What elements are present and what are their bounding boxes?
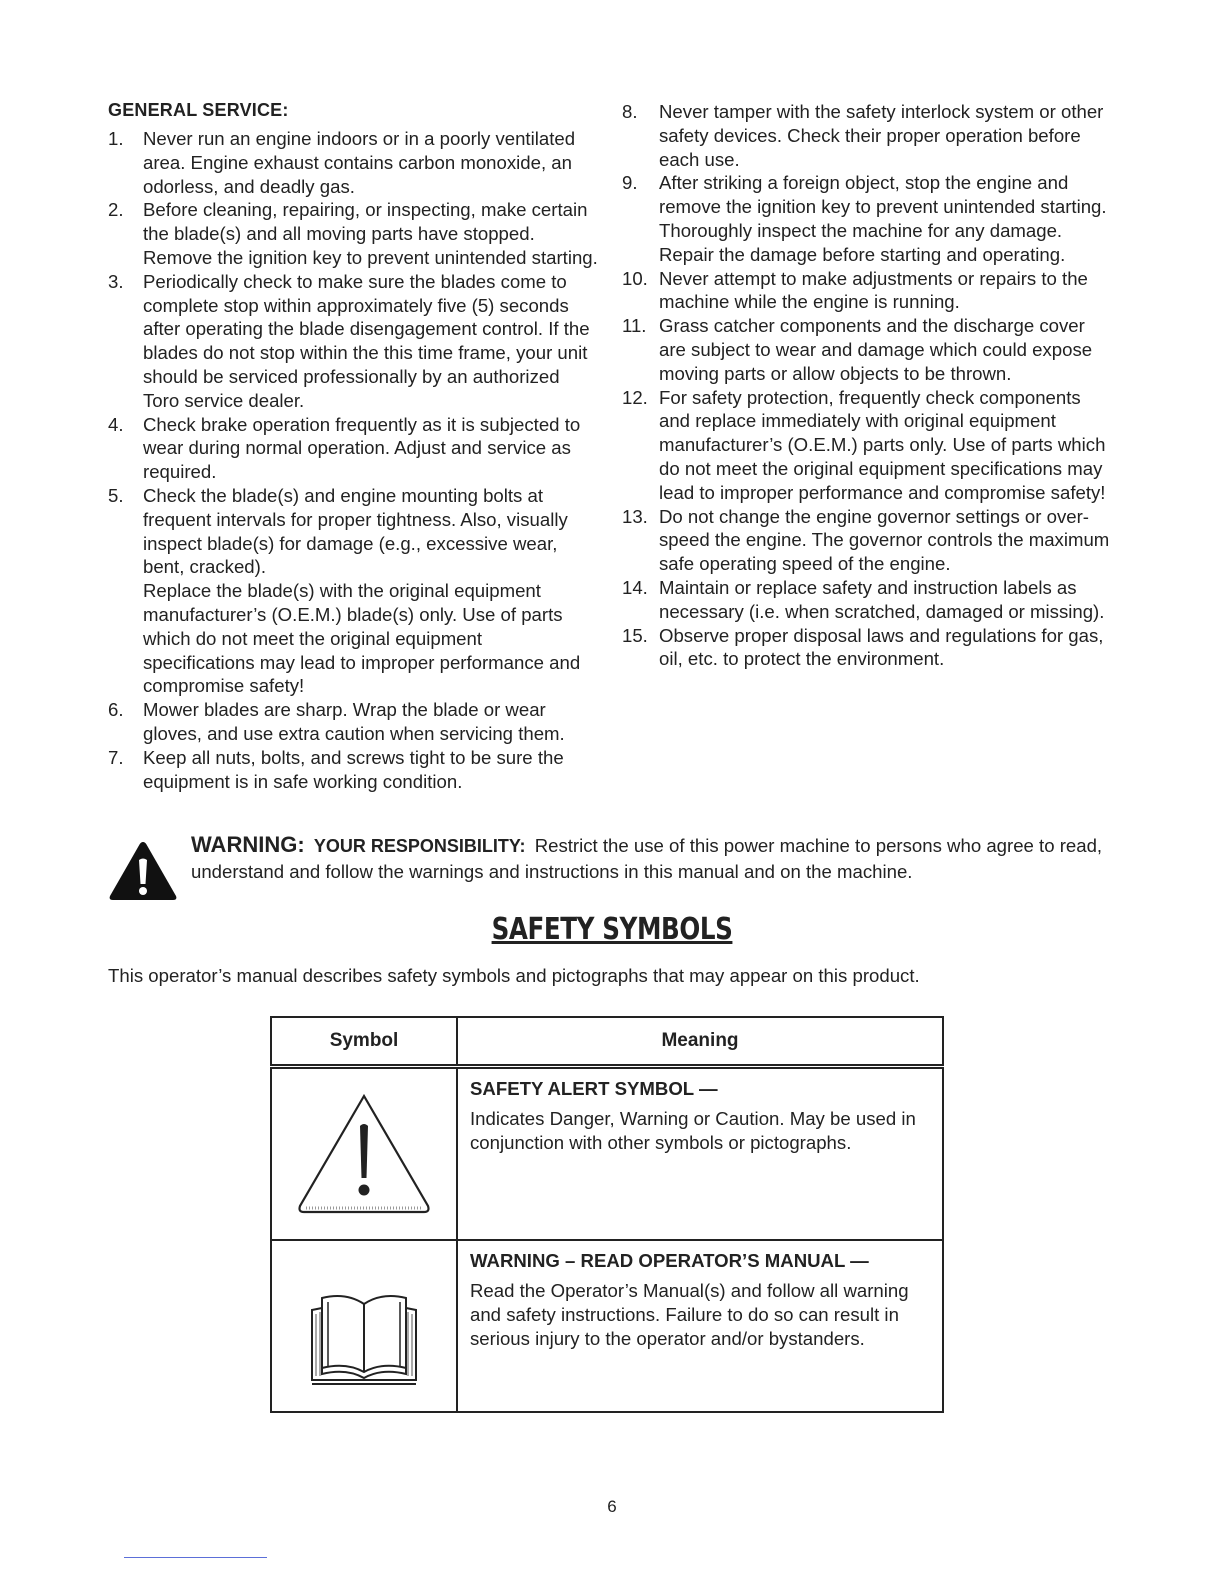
meaning-description: Indicates Danger, Warning or Caution. May be used in conjunction with other symbols or pictographs. <box>470 1108 916 1153</box>
list-item: 15. Observe proper disposal laws and regulations for gas, oil, etc. to protect the environment. <box>622 624 1104 670</box>
meaning-cell <box>457 1240 943 1412</box>
list-item: 9. After striking a foreign object, stop the engine and remove the ignition key to prevent unintended starting. Thoroughly inspect the machine for any damage. Repair the damage before starting and operating. <box>622 172 1107 265</box>
general-service-heading: GENERAL SERVICE: <box>108 100 289 120</box>
list-item: 12. For safety protection, frequently check components and replace immediately with original equipment manufacturer’s (O.E.M.) parts only. Use of parts which do not meet the original equipment specifications may lead to improper performance and compromise safety! <box>622 386 1106 503</box>
left-column <box>108 100 598 793</box>
meaning-cell <box>457 1067 943 1241</box>
list-item: 7. Keep all nuts, bolts, and screws tight to be sure the equipment is in safe working condition. <box>108 746 564 792</box>
open-book-icon <box>294 1282 434 1392</box>
list-item: 13. Do not change the engine governor settings or over-speed the engine. The governor controls the maximum safe operating speed of the engine. <box>622 505 1110 575</box>
list-item: 4. Check brake operation frequently as it is subjected to wear during normal operation. Adjust and service as required. <box>108 413 581 483</box>
warning-block <box>108 832 1118 896</box>
right-column <box>622 100 1116 671</box>
safety-symbols-table <box>270 1016 944 1413</box>
safety-symbols-title: SAFETY SYMBOLS <box>491 912 733 947</box>
list-item: 6. Mower blades are sharp. Wrap the blade or wear gloves, and use extra caution when servicing them. <box>108 699 565 744</box>
meaning-column-header: Meaning <box>457 1017 943 1067</box>
safety-alert-triangle-icon <box>294 1090 434 1220</box>
service-list-left <box>108 127 598 793</box>
meaning-title: WARNING – READ OPERATOR’S MANUAL — <box>470 1250 869 1271</box>
list-item: 14. Maintain or replace safety and instruction labels as necessary (i.e. when scratched, damaged or missing). <box>622 576 1105 622</box>
list-item: 3. Periodically check to make sure the blades come to complete stop within approximately five (5) seconds after operating the blade disengagement control. If the blades do not stop within the this time frame, your unit should be serviced professionally by an authorized Toro service dealer. <box>108 270 590 411</box>
symbol-cell <box>271 1240 457 1412</box>
warning-body: Restrict the use of this power machine to persons who agree to read, understand and follow the warnings and instructions in this manual and on the machine. <box>191 835 1103 882</box>
warning-text <box>191 832 1119 884</box>
list-item: 11. Grass catcher components and the discharge cover are subject to wear and damage which could expose moving parts or allow objects to be thrown. <box>622 315 1093 384</box>
responsibility-label: YOUR RESPONSIBILITY: <box>313 836 526 856</box>
list-item: 2. Before cleaning, repairing, or inspecting, make certain the blade(s) and all moving parts have stopped. Remove the ignition key to prevent unintended starting. <box>108 199 598 268</box>
list-item: 10. Never attempt to make adjustments or repairs to the machine while the engine is running. <box>622 267 1088 313</box>
table-row <box>271 1067 943 1241</box>
meaning-description: Read the Operator’s Manual(s) and follow all warning and safety instructions. Failure to do so can result in serious injury to the operator and/or bystanders. <box>470 1280 909 1349</box>
footer-divider <box>124 1557 267 1558</box>
symbol-column-header: Symbol <box>271 1017 457 1067</box>
list-item: 1. Never run an engine indoors or in a poorly ventilated area. Engine exhaust contains carbon monoxide, an odorless, and deadly gas. <box>108 128 576 197</box>
list-item: 5. Check the blade(s) and engine mounting bolts at frequent intervals for proper tightness. Also, visually inspect blade(s) for damage (e.g., excessive wear, bent, cracked). Replace the blade(s) with the original equipment manufacturer’s (O.E.M.) blade(s) only. Use of parts which do not meet the original equipment specifications may lead to improper performance and compromise safety! <box>108 484 581 697</box>
page-number: 6 <box>607 1497 617 1516</box>
list-item: 8. Never tamper with the safety interlock system or other safety devices. Check their proper operation before each use. <box>622 101 1104 170</box>
safety-symbols-intro: This operator’s manual describes safety symbols and pictographs that may appear on this product. <box>108 965 920 986</box>
service-list-right <box>622 100 1116 671</box>
warning-triangle-icon <box>108 840 178 902</box>
symbol-cell <box>271 1067 457 1241</box>
warning-label: WARNING: <box>191 832 305 857</box>
table-row <box>271 1240 943 1412</box>
meaning-title: SAFETY ALERT SYMBOL — <box>470 1078 718 1099</box>
